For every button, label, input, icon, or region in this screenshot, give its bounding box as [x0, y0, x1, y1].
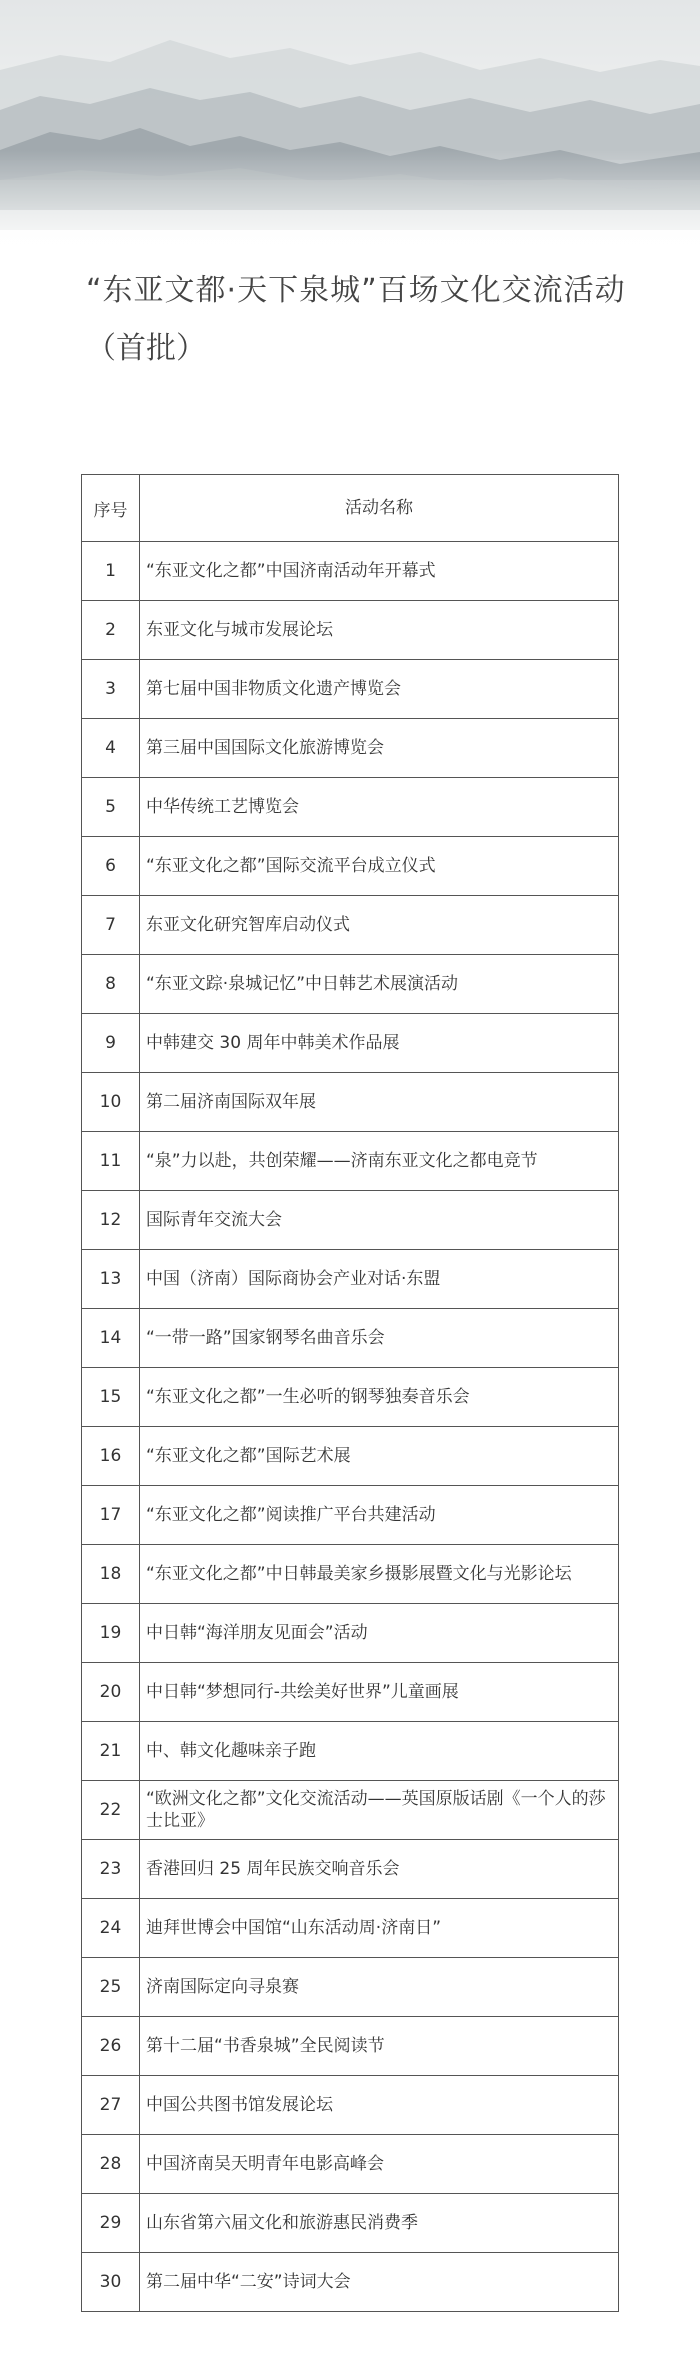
table-row — [82, 542, 619, 601]
table-row — [82, 1604, 619, 1663]
row-activity-name: “东亚文化之都”国际艺术展 — [140, 1427, 619, 1486]
row-activity-name: 第二届济南国际双年展 — [140, 1073, 619, 1132]
row-activity-name: 中国济南吴天明青年电影高峰会 — [140, 2135, 619, 2194]
row-activity-name: “东亚文化之都”国际交流平台成立仪式 — [140, 837, 619, 896]
row-number: 28 — [82, 2135, 140, 2194]
row-number: 21 — [82, 1722, 140, 1781]
activity-table — [81, 474, 619, 2312]
table-row — [82, 1250, 619, 1309]
row-activity-name: 东亚文化研究智库启动仪式 — [140, 896, 619, 955]
row-number: 30 — [82, 2253, 140, 2312]
row-number: 8 — [82, 955, 140, 1014]
row-number: 20 — [82, 1663, 140, 1722]
row-number: 9 — [82, 1014, 140, 1073]
row-number: 15 — [82, 1368, 140, 1427]
table-row — [82, 1486, 619, 1545]
header-activity-name: 活动名称 — [140, 475, 619, 542]
table-row — [82, 1073, 619, 1132]
row-activity-name: “东亚文化之都”一生必听的钢琴独奏音乐会 — [140, 1368, 619, 1427]
row-activity-name: 山东省第六届文化和旅游惠民消费季 — [140, 2194, 619, 2253]
table-row — [82, 1840, 619, 1899]
row-number: 11 — [82, 1132, 140, 1191]
table-row — [82, 2135, 619, 2194]
row-number: 14 — [82, 1309, 140, 1368]
row-activity-name: “东亚文化之都”阅读推广平台共建活动 — [140, 1486, 619, 1545]
table-row — [82, 1545, 619, 1604]
row-number: 3 — [82, 660, 140, 719]
row-activity-name: “一带一路”国家钢琴名曲音乐会 — [140, 1309, 619, 1368]
table-row — [82, 1309, 619, 1368]
row-activity-name: 中华传统工艺博览会 — [140, 778, 619, 837]
mountain-mist-banner — [0, 0, 700, 260]
row-number: 26 — [82, 2017, 140, 2076]
row-activity-name: 中日韩“梦想同行-共绘美好世界”儿童画展 — [140, 1663, 619, 1722]
page-title: “东亚文都·天下泉城”百场文化交流活动 — [86, 273, 626, 308]
row-number: 24 — [82, 1899, 140, 1958]
row-activity-name: 中国（济南）国际商协会产业对话·东盟 — [140, 1250, 619, 1309]
table-row — [82, 1722, 619, 1781]
table-row — [82, 2253, 619, 2312]
row-number: 1 — [82, 542, 140, 601]
table-row — [82, 2017, 619, 2076]
table-header-row — [82, 475, 619, 542]
table-row — [82, 1368, 619, 1427]
row-activity-name: “东亚文化之都”中日韩最美家乡摄影展暨文化与光影论坛 — [140, 1545, 619, 1604]
table-row — [82, 1663, 619, 1722]
table-row — [82, 1427, 619, 1486]
row-number: 7 — [82, 896, 140, 955]
table-body — [82, 542, 619, 2312]
row-activity-name: “东亚文化之都”中国济南活动年开幕式 — [140, 542, 619, 601]
row-activity-name: 第二届中华“二安”诗词大会 — [140, 2253, 619, 2312]
row-number: 10 — [82, 1073, 140, 1132]
row-number: 12 — [82, 1191, 140, 1250]
table-row — [82, 1958, 619, 2017]
row-activity-name: “欧洲文化之都”文化交流活动——英国原版话剧《一个人的莎士比亚》 — [140, 1781, 619, 1840]
row-activity-name: 第七届中国非物质文化遗产博览会 — [140, 660, 619, 719]
row-activity-name: 迪拜世博会中国馆“山东活动周·济南日” — [140, 1899, 619, 1958]
row-activity-name: 国际青年交流大会 — [140, 1191, 619, 1250]
table-row — [82, 2076, 619, 2135]
row-number: 22 — [82, 1781, 140, 1840]
row-activity-name: 第十二届“书香泉城”全民阅读节 — [140, 2017, 619, 2076]
row-activity-name: 济南国际定向寻泉赛 — [140, 1958, 619, 2017]
row-number: 5 — [82, 778, 140, 837]
table-row — [82, 719, 619, 778]
table-row — [82, 1014, 619, 1073]
row-activity-name: “泉”力以赴，共创荣耀——济南东亚文化之都电竞节 — [140, 1132, 619, 1191]
table-row — [82, 1899, 619, 1958]
table-row — [82, 1191, 619, 1250]
row-number: 2 — [82, 601, 140, 660]
row-activity-name: 中日韩“海洋朋友见面会”活动 — [140, 1604, 619, 1663]
row-number: 16 — [82, 1427, 140, 1486]
row-number: 23 — [82, 1840, 140, 1899]
table-row — [82, 837, 619, 896]
row-activity-name: 中、韩文化趣味亲子跑 — [140, 1722, 619, 1781]
title-block — [86, 266, 646, 374]
row-number: 19 — [82, 1604, 140, 1663]
row-activity-name: “东亚文踪·泉城记忆”中日韩艺术展演活动 — [140, 955, 619, 1014]
row-activity-name: 香港回归 25 周年民族交响音乐会 — [140, 1840, 619, 1899]
page-subtitle: （首批） — [86, 331, 206, 366]
row-activity-name: 中国公共图书馆发展论坛 — [140, 2076, 619, 2135]
row-number: 13 — [82, 1250, 140, 1309]
row-activity-name: 东亚文化与城市发展论坛 — [140, 601, 619, 660]
row-number: 29 — [82, 2194, 140, 2253]
table-row — [82, 660, 619, 719]
row-activity-name: 第三届中国国际文化旅游博览会 — [140, 719, 619, 778]
row-number: 4 — [82, 719, 140, 778]
table-row — [82, 778, 619, 837]
row-activity-name: 中韩建交 30 周年中韩美术作品展 — [140, 1014, 619, 1073]
row-number: 6 — [82, 837, 140, 896]
table-row — [82, 1132, 619, 1191]
row-number: 27 — [82, 2076, 140, 2135]
row-number: 25 — [82, 1958, 140, 2017]
table-row — [82, 896, 619, 955]
table-row — [82, 601, 619, 660]
mountain-landscape-image — [0, 0, 700, 260]
table-row — [82, 1781, 619, 1840]
header-number: 序号 — [82, 475, 140, 542]
activity-table-container — [81, 474, 618, 2312]
row-number: 17 — [82, 1486, 140, 1545]
table-row — [82, 955, 619, 1014]
row-number: 18 — [82, 1545, 140, 1604]
table-row — [82, 2194, 619, 2253]
